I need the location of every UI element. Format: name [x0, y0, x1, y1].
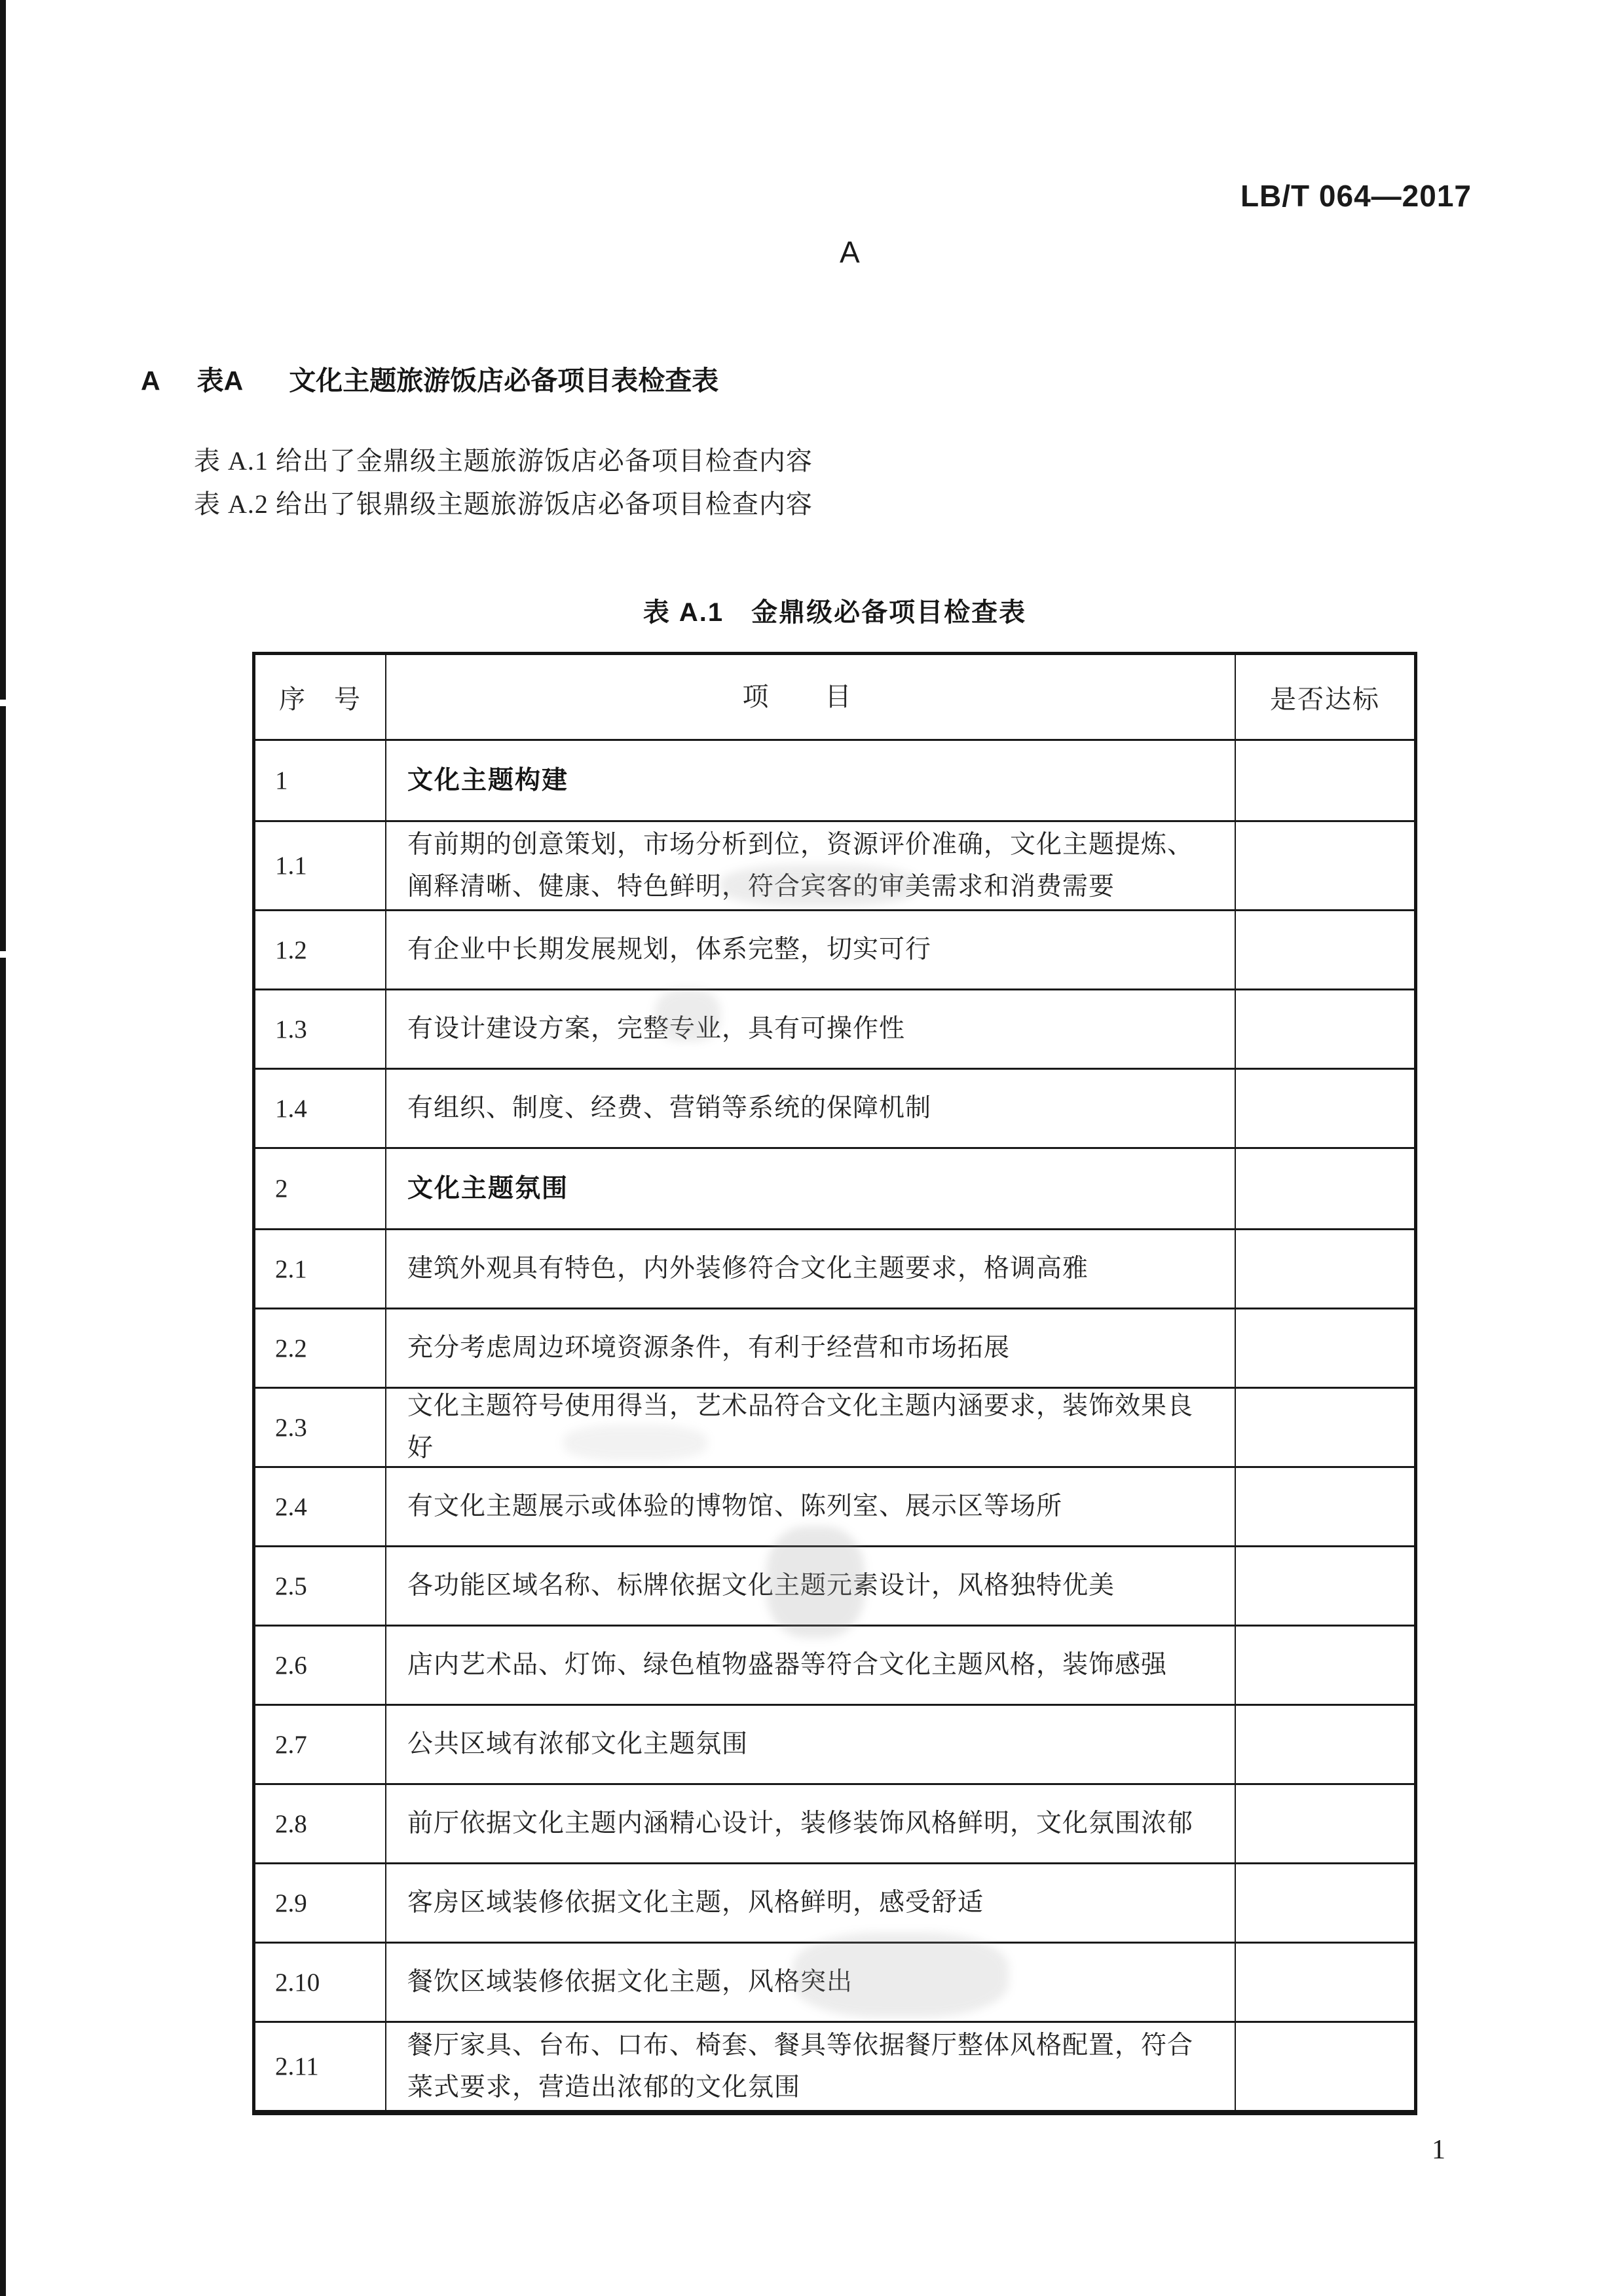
- row-item: 店内艺术品、灯饰、绿色植物盛器等符合文化主题风格，装饰感强: [386, 1627, 1236, 1704]
- row-status-cell: [1236, 1706, 1414, 1783]
- table-row: [255, 1228, 1414, 1308]
- row-item: 文化主题氛围: [386, 1149, 1236, 1228]
- row-status-cell: [1236, 1547, 1414, 1625]
- table-row: [255, 2021, 1414, 2110]
- scan-edge-artifact: [0, 0, 6, 2296]
- table-row: [255, 1625, 1414, 1704]
- clause-letter: A: [141, 366, 160, 396]
- row-status-cell: [1236, 911, 1414, 988]
- row-item: 建筑外观具有特色，内外装修符合文化主题要求，格调高雅: [386, 1230, 1236, 1308]
- row-status-cell: [1236, 1149, 1414, 1228]
- row-number: 1.3: [255, 990, 386, 1068]
- row-item: 餐饮区域装修依据文化主题，风格突出: [386, 1944, 1236, 2021]
- row-number: 2.7: [255, 1706, 386, 1783]
- column-header-status: 是否达标: [1270, 684, 1380, 714]
- row-status-cell: [1236, 1864, 1414, 1942]
- row-item: 餐厅家具、台布、口布、椅套、餐具等依据餐厅整体风格配置，符合菜式要求，营造出浓郁的文化氛围: [386, 2023, 1236, 2110]
- row-item: 前厅依据文化主题内涵精心设计，装修装饰风格鲜明，文化氛围浓郁: [386, 1785, 1236, 1862]
- row-number: 2.10: [255, 1944, 386, 2021]
- row-item: 有文化主题展示或体验的博物馆、陈列室、展示区等场所: [386, 1468, 1236, 1545]
- scan-smudge: [563, 1425, 707, 1461]
- row-status-cell: [1236, 2023, 1414, 2110]
- row-number: 2: [255, 1149, 386, 1228]
- table-row: [255, 1704, 1414, 1783]
- column-header-number: 序 号: [255, 655, 386, 739]
- row-number: 2.3: [255, 1389, 386, 1466]
- table-caption: 表 A.1 金鼎级必备项目检查表: [643, 598, 1027, 627]
- row-status-cell: [1236, 1468, 1414, 1545]
- standard-number: LB/T 064—2017: [1240, 179, 1472, 213]
- row-item: 各功能区域名称、标牌依据文化主题元素设计，风格独特优美: [386, 1547, 1236, 1625]
- row-number: 2.8: [255, 1785, 386, 1862]
- intro-line-2: 表 A.2 给出了银鼎级主题旅游饭店必备项目检查内容: [194, 489, 813, 519]
- scan-smudge: [792, 1932, 1009, 2018]
- row-status-cell: [1236, 1627, 1414, 1704]
- row-number: 2.11: [255, 2023, 386, 2110]
- scan-smudge: [655, 989, 720, 1042]
- page-number: 1: [1432, 2135, 1445, 2165]
- row-number: 1: [255, 741, 386, 820]
- table-row: [255, 909, 1414, 988]
- row-item: 文化主题符号使用得当，艺术品符合文化主题内涵要求，装饰效果良好: [386, 1389, 1236, 1466]
- row-status-cell: [1236, 1944, 1414, 2021]
- row-number: 1.1: [255, 822, 386, 909]
- appendix-title: 文化主题旅游饭店必备项目表检查表: [289, 366, 719, 396]
- scan-edge-gap: [0, 951, 6, 958]
- row-status-cell: [1236, 741, 1414, 820]
- row-status-cell: [1236, 1389, 1414, 1466]
- row-item: 有前期的创意策划，市场分析到位，资源评价准确，文化主题提炼、阐释清晰、健康、特色鲜明，符合宾客的审美需求和消费需要: [386, 822, 1236, 909]
- row-item: 充分考虑周边环境资源条件，有利于经营和市场拓展: [386, 1309, 1236, 1387]
- row-status-cell: [1236, 1070, 1414, 1147]
- row-number: 1.4: [255, 1070, 386, 1147]
- row-number: 1.2: [255, 911, 386, 988]
- scan-smudge: [720, 865, 917, 907]
- table-header-row: [255, 655, 1414, 739]
- appendix-letter: A: [840, 235, 860, 269]
- table-row: [255, 1068, 1414, 1147]
- intro-line-1: 表 A.1 给出了金鼎级主题旅游饭店必备项目检查内容: [194, 446, 813, 476]
- row-status-cell: [1236, 1230, 1414, 1308]
- row-number: 2.5: [255, 1547, 386, 1625]
- row-status-cell: [1236, 1785, 1414, 1862]
- row-item: 有组织、制度、经费、营销等系统的保障机制: [386, 1070, 1236, 1147]
- row-number: 2.2: [255, 1309, 386, 1387]
- table-row: [255, 739, 1414, 820]
- table-reference: 表A: [196, 366, 244, 396]
- row-item: 有设计建设方案，完整专业，具有可操作性: [386, 990, 1236, 1068]
- scan-smudge: [766, 1526, 865, 1638]
- appendix-heading: [141, 359, 718, 398]
- table-row: [255, 1387, 1414, 1466]
- row-number: 2.4: [255, 1468, 386, 1545]
- row-number: 2.1: [255, 1230, 386, 1308]
- row-number: 2.6: [255, 1627, 386, 1704]
- row-status-cell: [1236, 990, 1414, 1068]
- row-item: 文化主题构建: [386, 741, 1236, 820]
- table-row: [255, 1783, 1414, 1862]
- row-item: 有企业中长期发展规划，体系完整，切实可行: [386, 911, 1236, 988]
- scan-edge-gap: [0, 700, 6, 706]
- row-status-cell: [1236, 1309, 1414, 1387]
- table-row: [255, 1147, 1414, 1228]
- table-row: [255, 988, 1414, 1068]
- column-header-item: 项 目: [386, 655, 1236, 739]
- row-item: 公共区域有浓郁文化主题氛围: [386, 1706, 1236, 1783]
- table-row: [255, 1862, 1414, 1942]
- row-status-cell: [1236, 822, 1414, 909]
- row-item: 客房区域装修依据文化主题，风格鲜明，感受舒适: [386, 1864, 1236, 1942]
- table-row: [255, 1308, 1414, 1387]
- row-number: 2.9: [255, 1864, 386, 1942]
